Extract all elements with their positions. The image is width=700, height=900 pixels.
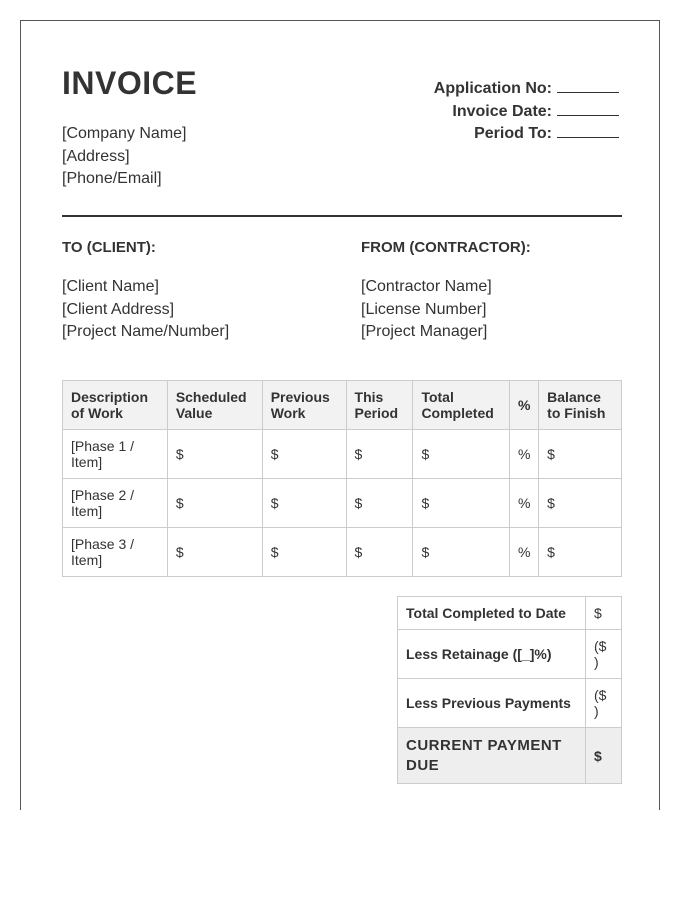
retainage-label: Less Retainage ([_]%) (398, 630, 586, 679)
cell-previous-work: $ (262, 528, 346, 577)
col-header-description: Description of Work (63, 381, 168, 430)
cell-description: [Phase 2 / Item] (63, 479, 168, 528)
cell-description: [Phase 1 / Item] (63, 430, 168, 479)
current-payment-due-value: $ (586, 728, 622, 784)
current-payment-due-label: CURRENT PAYMENT DUE (398, 728, 586, 784)
previous-payments-value: ($ ) (586, 679, 622, 728)
client-name: [Client Name] (62, 278, 159, 295)
invoice-date-label: Invoice Date: (452, 102, 552, 120)
cell-total-completed: $ (413, 430, 510, 479)
application-no-row (434, 78, 619, 101)
cell-this-period: $ (346, 528, 413, 577)
application-no-blank (557, 78, 619, 93)
license-number: [License Number] (361, 300, 487, 318)
cell-this-period: $ (346, 479, 413, 528)
client-address: [Client Address] (62, 300, 175, 318)
invoice-date-row (434, 101, 619, 124)
cell-previous-work: $ (262, 479, 346, 528)
col-header-previous-work: Previous Work (262, 381, 346, 430)
invoice-page (20, 20, 660, 810)
totals-table (397, 596, 622, 784)
contractor-info (361, 276, 492, 344)
total-completed-value: $ (586, 597, 622, 630)
period-to-label: Period To: (474, 125, 552, 142)
cell-scheduled-value: $ (167, 430, 262, 479)
col-header-total-completed: Total Completed (413, 381, 510, 430)
company-name: [Company Name] (62, 125, 187, 142)
total-completed-row (398, 597, 622, 630)
cell-percent: % (510, 430, 539, 479)
cell-percent: % (510, 479, 539, 528)
total-completed-label: Total Completed to Date (398, 597, 586, 630)
col-header-scheduled-value: Scheduled Value (167, 381, 262, 430)
cell-scheduled-value: $ (167, 479, 262, 528)
table-row (63, 479, 622, 528)
col-header-percent: % (510, 381, 539, 430)
cell-previous-work: $ (262, 430, 346, 479)
to-client-heading: TO (CLIENT): (62, 239, 156, 256)
cell-balance: $ (539, 479, 622, 528)
company-contact: [Phone/Email] (62, 170, 162, 187)
retainage-row (398, 630, 622, 679)
cell-total-completed: $ (413, 528, 510, 577)
table-row (63, 528, 622, 577)
previous-payments-row (398, 679, 622, 728)
cell-this-period: $ (346, 430, 413, 479)
work-table-header-row (63, 381, 622, 430)
invoice-date-blank (557, 101, 619, 116)
work-table (62, 380, 622, 577)
header-divider (62, 215, 622, 217)
invoice-meta (434, 78, 619, 146)
from-contractor-heading: FROM (CONTRACTOR): (361, 239, 531, 256)
period-to-blank (557, 123, 619, 138)
current-payment-due-row (398, 728, 622, 784)
previous-payments-label: Less Previous Payments (398, 679, 586, 728)
company-address: [Address] (62, 147, 130, 165)
col-header-balance: Balance to Finish (539, 381, 622, 430)
project-manager: [Project Manager] (361, 323, 488, 340)
application-no-label: Application No: (433, 80, 552, 97)
table-row (63, 430, 622, 479)
cell-percent: % (510, 528, 539, 577)
period-to-row (434, 123, 619, 146)
cell-balance: $ (539, 430, 622, 479)
col-header-this-period: This Period (346, 381, 413, 430)
cell-balance: $ (539, 528, 622, 577)
cell-total-completed: $ (413, 479, 510, 528)
project-name: [Project Name/Number] (62, 323, 230, 340)
retainage-value: ($ ) (586, 630, 622, 679)
cell-scheduled-value: $ (167, 528, 262, 577)
client-info (62, 276, 229, 344)
company-info (62, 123, 187, 191)
cell-description: [Phase 3 / Item] (63, 528, 168, 577)
contractor-name: [Contractor Name] (361, 278, 492, 295)
invoice-title: INVOICE (62, 65, 198, 101)
